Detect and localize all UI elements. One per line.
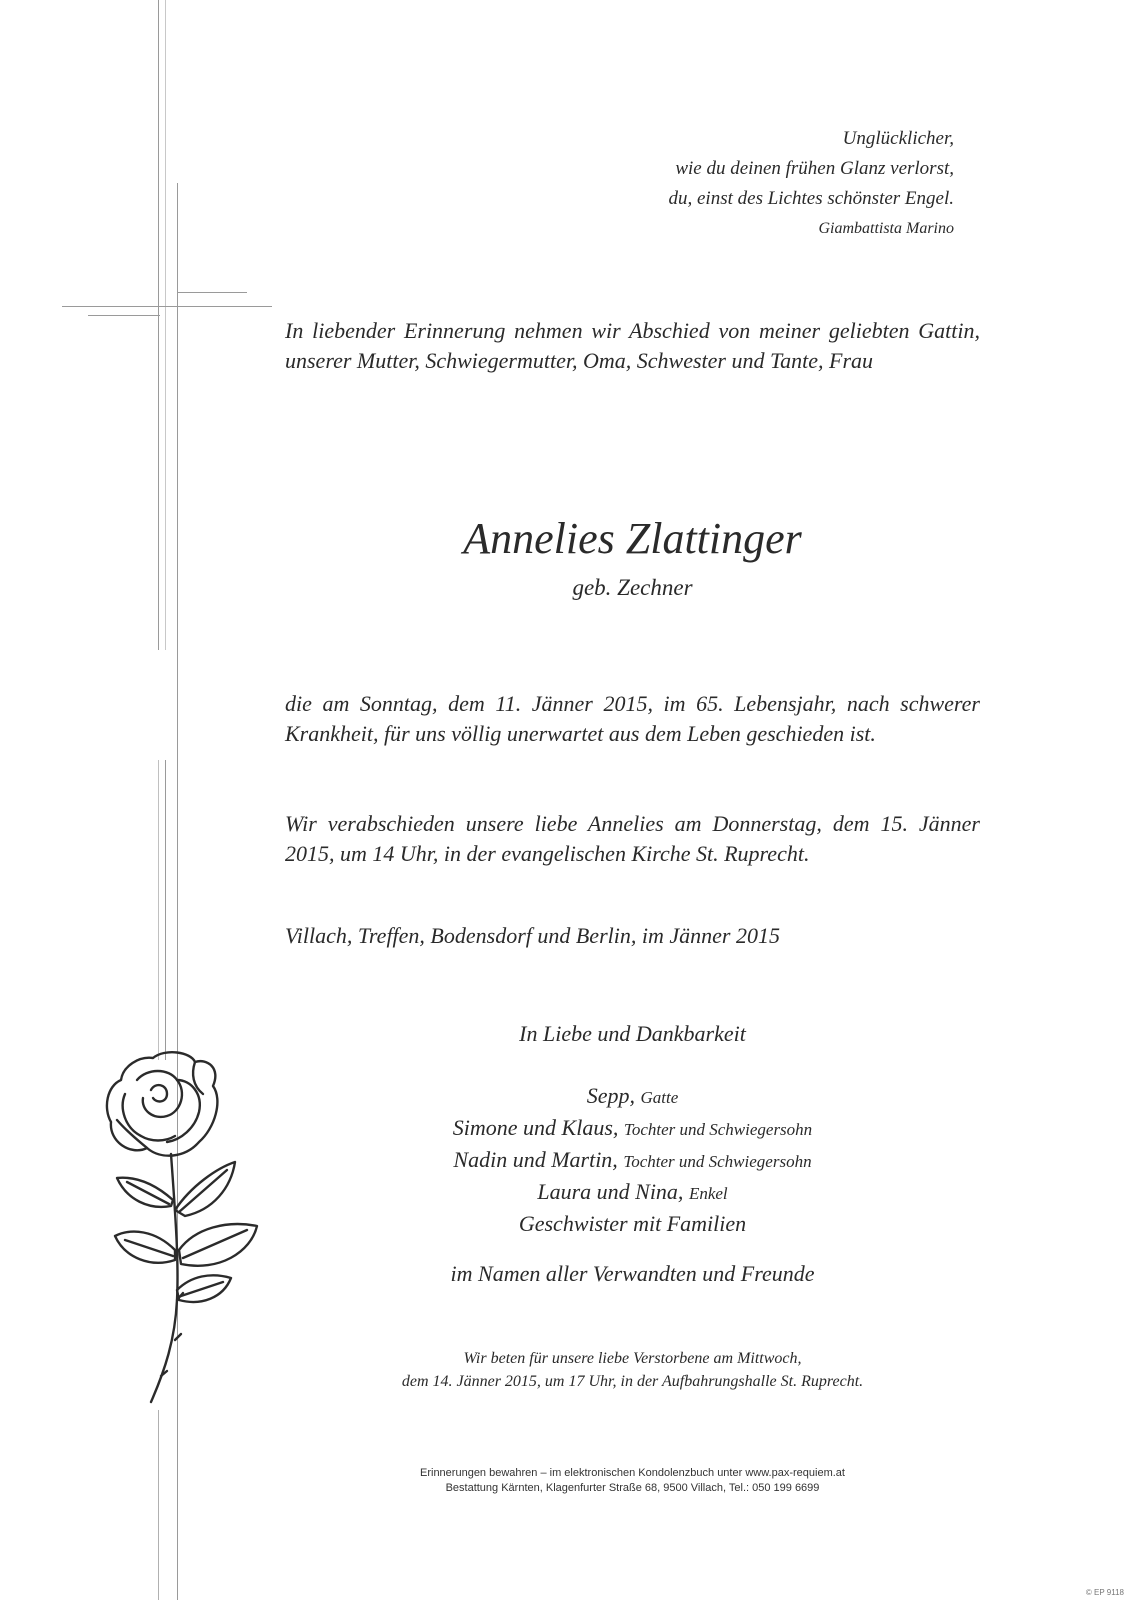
quote-author: Giambattista Marino [818,220,954,237]
mourner-line: Simone und Klaus, Tochter und Schwiegersohn [452,1115,813,1140]
deceased-name: Annelies Zlattinger [463,514,802,563]
mourner-line: Sepp, Gatte [586,1083,679,1108]
mourner-line: Geschwister mit Familien [518,1211,747,1236]
farewell-text: Wir verabschieden unsere liebe Annelies am Donnerstag, dem 15. Jänner 2015, um 14 Uhr, in der evangelischen Kirche St. Ruprecht. [285,811,980,866]
quote-line: du, einst des Lichtes schönster Engel. [668,188,954,209]
quote-line: Unglücklicher, [842,128,954,149]
closing-text: In Liebe und Dankbarkeit [519,1021,746,1046]
on-behalf-text: im Namen aller Verwandten und Freunde [450,1261,815,1286]
quote [669,124,955,244]
mourners-list [285,1081,980,1239]
prayer-text [285,1347,980,1393]
footer [285,1466,980,1496]
prayer-line: Wir beten für unsere liebe Verstorbene am Mittwoch, [463,1350,802,1367]
prayer-line: dem 14. Jänner 2015, um 17 Uhr, in der Aufbahrungshalle St. Ruprecht. [401,1373,864,1390]
footer-line: Bestattung Kärnten, Klagenfurter Straße 68, 9500 Villach, Tel.: 050 199 6699 [445,1482,820,1494]
mourner-line: Laura und Nina, Enkel [537,1179,728,1204]
maiden-name: geb. Zechner [572,575,693,600]
quote-line: wie du deinen frühen Glanz verlorst, [675,158,954,179]
mourner-line: Nadin und Martin, Tochter und Schwiegersohn [453,1147,812,1172]
rose-icon [95,1050,275,1430]
death-text: die am Sonntag, dem 11. Jänner 2015, im 65. Lebensjahr, nach schwerer Krankheit, für uns völlig unerwartet aus dem Leben geschieden ist. [285,691,980,746]
intro-text: In liebender Erinnerung nehmen wir Abschied von meiner geliebten Gattin, unserer Mutter, Schwiegermutter, Oma, Schwester und Tante, Frau [285,318,980,373]
print-code: © EP 9118 [1085,1588,1124,1597]
place-date: Villach, Treffen, Bodensdorf und Berlin, im Jänner 2015 [285,923,780,948]
footer-line: Erinnerungen bewahren – im elektronischen Kondolenzbuch unter www.pax-requiem.at [420,1467,845,1479]
